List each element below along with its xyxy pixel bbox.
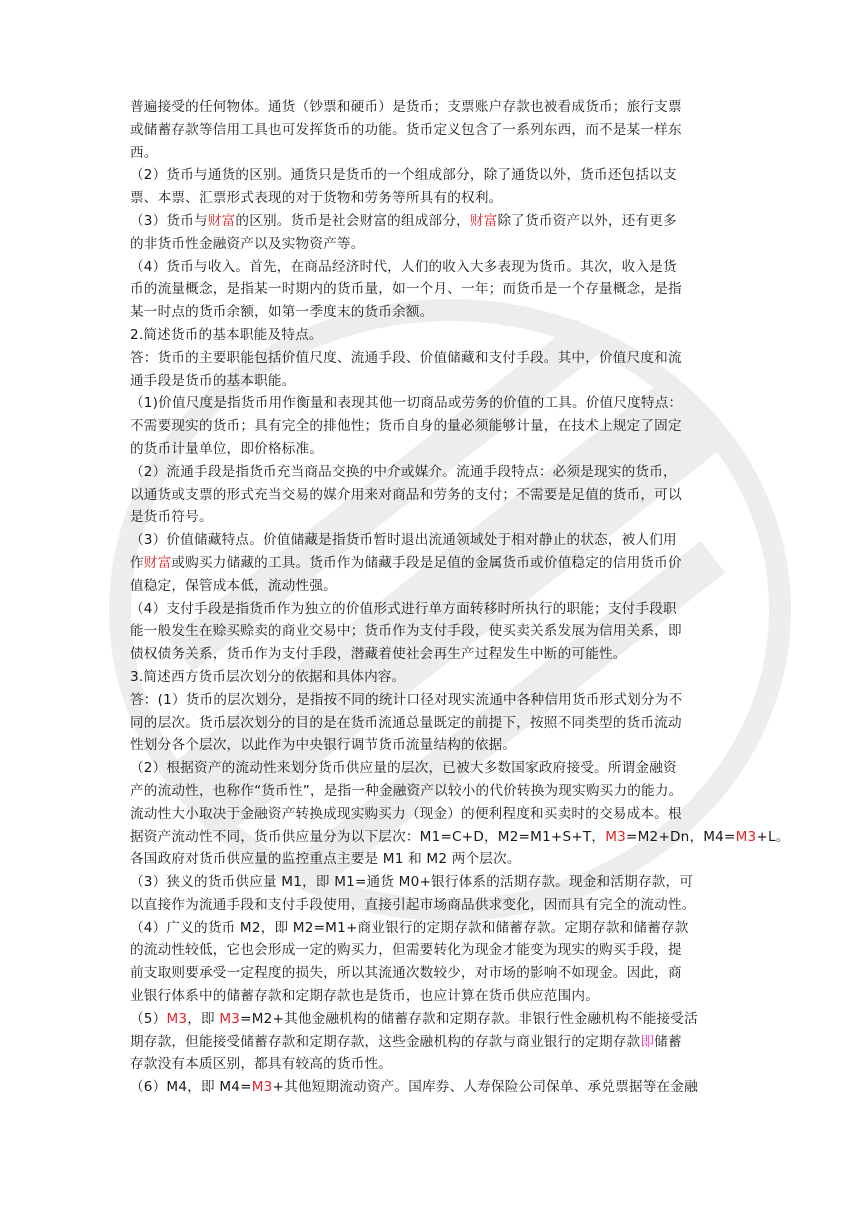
text-segment: 值稳定，保管成本低，流动性强。 [130,577,337,594]
highlighted-text: 财富 [143,554,172,571]
text-segment: （2）流通手段是指货币充当商品交换的中介或媒介。流通手段特点：必须是现实的货币， [130,463,677,480]
text-line [130,939,740,962]
text-line [130,620,740,643]
text-line [130,757,740,780]
text-line [130,256,740,279]
text-line [130,438,740,461]
text-line [130,119,740,142]
text-line [130,780,740,803]
text-line [130,1076,740,1099]
text-line [130,1031,740,1054]
text-segment: +L。 [756,828,790,845]
text-segment: 或储蓄存款等信用工具也可发挥货币的功能。货币定义包含了一系列东西，而不是某一样东 [130,121,682,138]
text-line [130,1053,740,1076]
text-line [130,1008,740,1031]
text-line [130,461,740,484]
text-line [130,598,740,621]
text-segment: 期存款，但能接受储蓄存款和定期存款，这些金融机构的存款与商业银行的定期存款 [130,1033,641,1050]
text-segment: 3.简述西方货币层次划分的依据和具体内容。 [130,668,406,685]
text-segment: （3）价值储藏特点。价值储藏是指货币暂时退出流通领域处于相对静止的状态，被人们用 [130,532,677,549]
text-line [130,370,740,393]
highlighted-text: M3 [251,1079,273,1096]
highlighted-text: M3 [166,1010,188,1027]
text-line [130,826,790,849]
document-body [130,96,790,1099]
text-segment: 各国政府对货币供应量的监控重点主要是 M1 和 M2 两个层次。 [130,851,521,868]
text-segment: 产的流动性，也称作“货币性”，是指一种金融资产以较小的代价转换为现实购买力的能力。 [130,782,683,799]
text-segment: （4）广义的货币 M2，即 M2=M1+商业银行的定期存款和储蓄存款。定期存款和储蓄存款 [130,919,689,936]
highlighted-text: M3 [219,1010,241,1027]
text-segment: 答：货币的主要职能包括价值尺度、流通手段、价值储藏和支付手段。其中，价值尺度和流 [130,349,682,366]
text-line [130,96,740,119]
text-segment: 答：(1）货币的层次划分，是指按不同的统计口径对现实流通中各种信用货币形式划分为不 [130,691,683,708]
text-segment: 西。 [130,144,158,161]
text-line [130,484,740,507]
text-line [130,552,740,575]
text-segment: 存款没有本质区别，都具有较高的货币性。 [130,1056,393,1073]
text-line [130,643,740,666]
text-segment: 作 [130,554,144,571]
text-line [130,689,740,712]
text-segment: （1)价值尺度是指货币用作衡量和表现其他一切商品或劳务的价值的工具。价值尺度特点： [130,395,683,412]
text-segment: 前支取则要承受一定程度的损失，所以其流通次数较少，对市场的影响不如现金。因此，商 [130,965,682,982]
text-segment: 不需要现实的货币；具有完全的排他性；货币自身的量必须能够计量，在技术上规定了固定 [130,418,682,435]
highlighted-text: M3 [735,828,757,845]
text-segment: 同的层次。货币层次划分的目的是在货币流通总量既定的前提下，按照不同类型的货币流动 [130,714,682,731]
text-segment: 流动性大小取决于金融资产转换成现实购买力（现金）的便利程度和买卖时的交易成本。根 [130,805,682,822]
text-segment: 是货币符号。 [130,509,213,526]
text-line [130,871,740,894]
text-line [130,575,740,598]
text-segment: 储蓄 [654,1033,682,1050]
highlighted-text: M3 [605,828,627,845]
text-segment: （4）支付手段是指货币作为独立的价值形式进行单方面转移时所执行的职能；支付手段职 [130,600,677,617]
text-line [130,164,740,187]
text-line [130,506,740,529]
text-line [130,233,740,256]
text-segment: 性划分各个层次，以此作为中央银行调节货币流量结构的依据。 [130,737,517,754]
text-line [130,712,740,735]
text-line [130,210,740,233]
text-segment: 业银行体系中的储蓄存款和定期存款也是货币，也应计算在货币供应范围内。 [130,988,599,1005]
text-line [130,187,740,210]
text-line [130,347,740,370]
text-line [130,803,740,826]
text-segment: 据资产流动性不同，货币供应量分为以下层次：M1=C+D，M2=M1+S+T， [130,828,606,845]
text-segment: 某一时点的货币余额，如第一季度末的货币余额。 [130,304,434,321]
highlighted-text: 即 [640,1033,655,1050]
text-segment: 的流动性较低，它也会形成一定的购买力，但需要转化为现金才能变为现实的购买手段，提 [130,942,682,959]
text-segment: 的区别。货币是社会财富的组成部分， [235,212,470,229]
highlighted-text: 财富 [469,212,498,229]
text-line [130,415,740,438]
text-segment: 的非货币性金融资产以及实物资产等。 [130,235,365,252]
text-segment: +其他短期流动资产。国库券、人寿保险公司保单、承兑票据等在金融 [272,1079,698,1096]
text-segment: 债权债务关系，货币作为支付手段，潜藏着使社会再生产过程发生中断的可能性。 [130,646,627,663]
text-line [130,666,740,689]
text-line [130,962,740,985]
text-line [130,894,740,917]
text-line [130,734,740,757]
text-segment: 以直接作为流通手段和支付手段使用，直接引起市场商品供求变化，因而具有完全的流动性。 [130,896,696,913]
text-segment: 币的流量概念，是指某一时期内的货币量，如一个月、一年；而货币是一个存量概念，是指 [130,281,682,298]
text-line [130,301,740,324]
text-line [130,324,740,347]
text-line [130,917,740,940]
text-segment: 能一般发生在赊买赊卖的商业交易中；货币作为支付手段，使买卖关系发展为信用关系，即 [130,623,682,640]
text-segment: 票、本票、汇票形式表现的对于货物和劳务等所具有的权利。 [130,190,503,207]
text-segment: （3）货币与 [130,212,208,229]
text-segment: （4）货币与收入。首先，在商品经济时代，人们的收入大多表现为货币。其次，收入是货 [130,258,677,275]
text-segment: ，即 [187,1010,220,1027]
text-line [130,392,740,415]
text-segment: （2）货币与通货的区别。通货只是货币的一个组成部分，除了通货以外，货币还包括以支 [130,167,677,184]
text-segment: 普遍接受的任何物体。通货（钞票和硬币）是货币；支票账户存款也被看成货币；旅行支票 [130,99,682,115]
text-segment: =M2+Dn，M4= [626,828,736,845]
text-line [130,529,740,552]
text-segment: 除了货币资产以外，还有更多 [497,212,677,229]
text-line [130,848,740,871]
text-segment: 以通货或支票的形式充当交易的媒介用来对商品和劳务的支付；不需要是足值的货币，可以 [130,486,682,503]
text-segment: （3）狭义的货币供应量 M1，即 M1=通货 M0+银行体系的活期存款。现金和活期存款，可 [130,874,694,891]
text-segment: （2）根据资产的流动性来划分货币供应量的层次，已被大多数国家政府接受。所谓金融资 [130,760,677,777]
text-segment: 的货币计量单位，即价格标准。 [130,440,324,457]
highlighted-text: 财富 [207,212,236,229]
text-segment: 或购买力储藏的工具。货币作为储藏手段是足值的金属货币或价值稳定的信用货币价 [171,554,682,571]
text-segment: 通手段是货币的基本职能。 [130,372,296,389]
text-line [130,985,740,1008]
text-segment: =M2+其他金融机构的储蓄存款和定期存款。非银行性金融机构不能接受活 [240,1010,698,1027]
text-segment: 2.简述货币的基本职能及特点。 [130,326,323,343]
text-segment: （6）M4，即 M4= [130,1079,252,1096]
text-line [130,278,740,301]
text-segment: （5） [130,1010,167,1027]
text-line [130,142,740,165]
